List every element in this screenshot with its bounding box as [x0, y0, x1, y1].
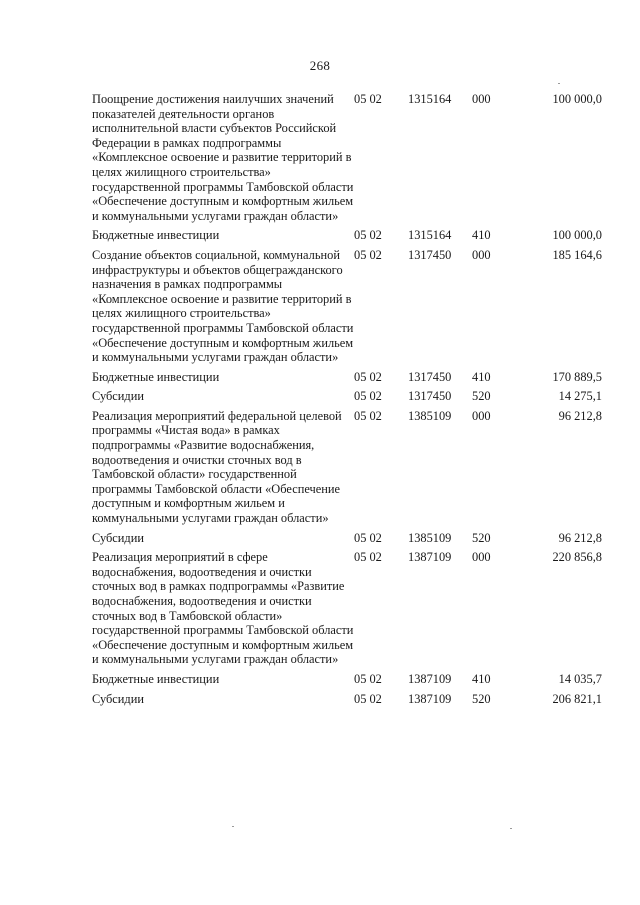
section-code: 05 02	[354, 671, 382, 686]
item-name: Бюджетные инвестиции	[92, 228, 220, 243]
item-name: Субсидии	[92, 389, 144, 404]
target-article-code: 1387109	[408, 691, 452, 706]
section-code: 05 02	[354, 369, 382, 384]
target-article-code: 1387109	[408, 671, 452, 686]
target-article-code: 1317450	[408, 389, 452, 404]
expense-type-code: 000	[472, 408, 491, 423]
amount: 96 212,8	[558, 530, 602, 545]
section-code: 05 02	[354, 408, 382, 423]
scan-speck	[558, 83, 560, 84]
table-row	[92, 228, 602, 248]
expense-type-code: 410	[472, 671, 491, 686]
page-number: 268	[309, 58, 331, 73]
expense-type-code: 000	[472, 247, 491, 262]
item-name: Реализация мероприятий федеральной целевой программы «Чистая вода» в рамках подпрограммы «Развитие водоснабжения, водоотведения и очистки сточных вод в Тамбовской области» государственной программы Тамбовской области «Обеспечение доступным и комфортным жильем и коммунальными услугами граждан области»	[92, 408, 342, 526]
amount: 170 889,5	[552, 369, 602, 384]
scan-speck	[232, 826, 234, 827]
item-name: Субсидии	[92, 691, 144, 706]
item-name: Субсидии	[92, 530, 144, 545]
item-name: Создание объектов социальной, коммунальной инфраструктуры и объектов общегражданского назначения в рамках подпрограммы «Комплексное освоение и развитие территорий в целях жилищного строительства» государственной программы Тамбовской области «Обеспечение доступным и комфортным жильем и коммунальными услугами граждан области»	[92, 247, 354, 365]
expense-type-code: 520	[472, 691, 491, 706]
section-code: 05 02	[354, 530, 382, 545]
expense-type-code: 000	[472, 550, 491, 565]
section-code: 05 02	[354, 389, 382, 404]
target-article-code: 1317450	[408, 369, 452, 384]
section-code: 05 02	[354, 228, 382, 243]
target-article-code: 1315164	[408, 92, 452, 106]
target-article-code: 1385109	[408, 530, 452, 545]
table-row	[92, 672, 602, 692]
expense-type-code: 520	[472, 530, 491, 545]
expense-type-code: 410	[472, 228, 491, 243]
table-row	[92, 531, 602, 551]
section-code: 05 02	[354, 691, 382, 706]
scan-speck	[510, 828, 512, 829]
section-code: 05 02	[354, 92, 382, 106]
amount: 100 000,0	[552, 228, 602, 243]
table-row	[92, 92, 602, 228]
amount: 100 000,0	[552, 92, 602, 106]
target-article-code: 1317450	[408, 247, 452, 262]
amount: 14 275,1	[558, 389, 602, 404]
item-name: Реализация мероприятий в сфере водоснабжения, водоотведения и очистки сточных вод в рамках подпрограммы «Развитие водоснабжения, водоотведения и очистки сточных вод в Тамбовской области» государственной программы Тамбовской области «Обеспечение доступным и комфортным жильем и коммунальными услугами граждан области»	[92, 550, 354, 667]
budget-table-body	[92, 92, 602, 711]
table-row	[92, 409, 602, 531]
target-article-code: 1315164	[408, 228, 452, 243]
table-row	[92, 248, 602, 370]
budget-table	[92, 92, 602, 711]
table-row	[92, 692, 602, 712]
item-name: Поощрение достижения наилучших значений показателей деятельности органов исполнительной власти субъектов Российской Федерации в рамках подпрограммы «Комплексное освоение и развитие территорий в целях жилищного строительства» государственной программы Тамбовской области «Обеспечение доступным и комфортным жильем и коммунальными услугами граждан области»	[92, 92, 354, 223]
amount: 185 164,6	[552, 247, 602, 262]
expense-type-code: 410	[472, 369, 491, 384]
amount: 14 035,7	[558, 671, 602, 686]
expense-type-code: 000	[472, 92, 491, 106]
expense-type-code: 520	[472, 389, 491, 404]
table-row	[92, 389, 602, 409]
amount: 206 821,1	[552, 691, 602, 706]
amount: 96 212,8	[558, 408, 602, 423]
item-name: Бюджетные инвестиции	[92, 369, 220, 384]
target-article-code: 1385109	[408, 408, 452, 423]
target-article-code: 1387109	[408, 550, 452, 565]
table-row	[92, 550, 602, 672]
amount: 220 856,8	[552, 550, 602, 565]
section-code: 05 02	[354, 550, 382, 565]
table-row	[92, 370, 602, 390]
item-name: Бюджетные инвестиции	[92, 671, 220, 686]
section-code: 05 02	[354, 247, 382, 262]
